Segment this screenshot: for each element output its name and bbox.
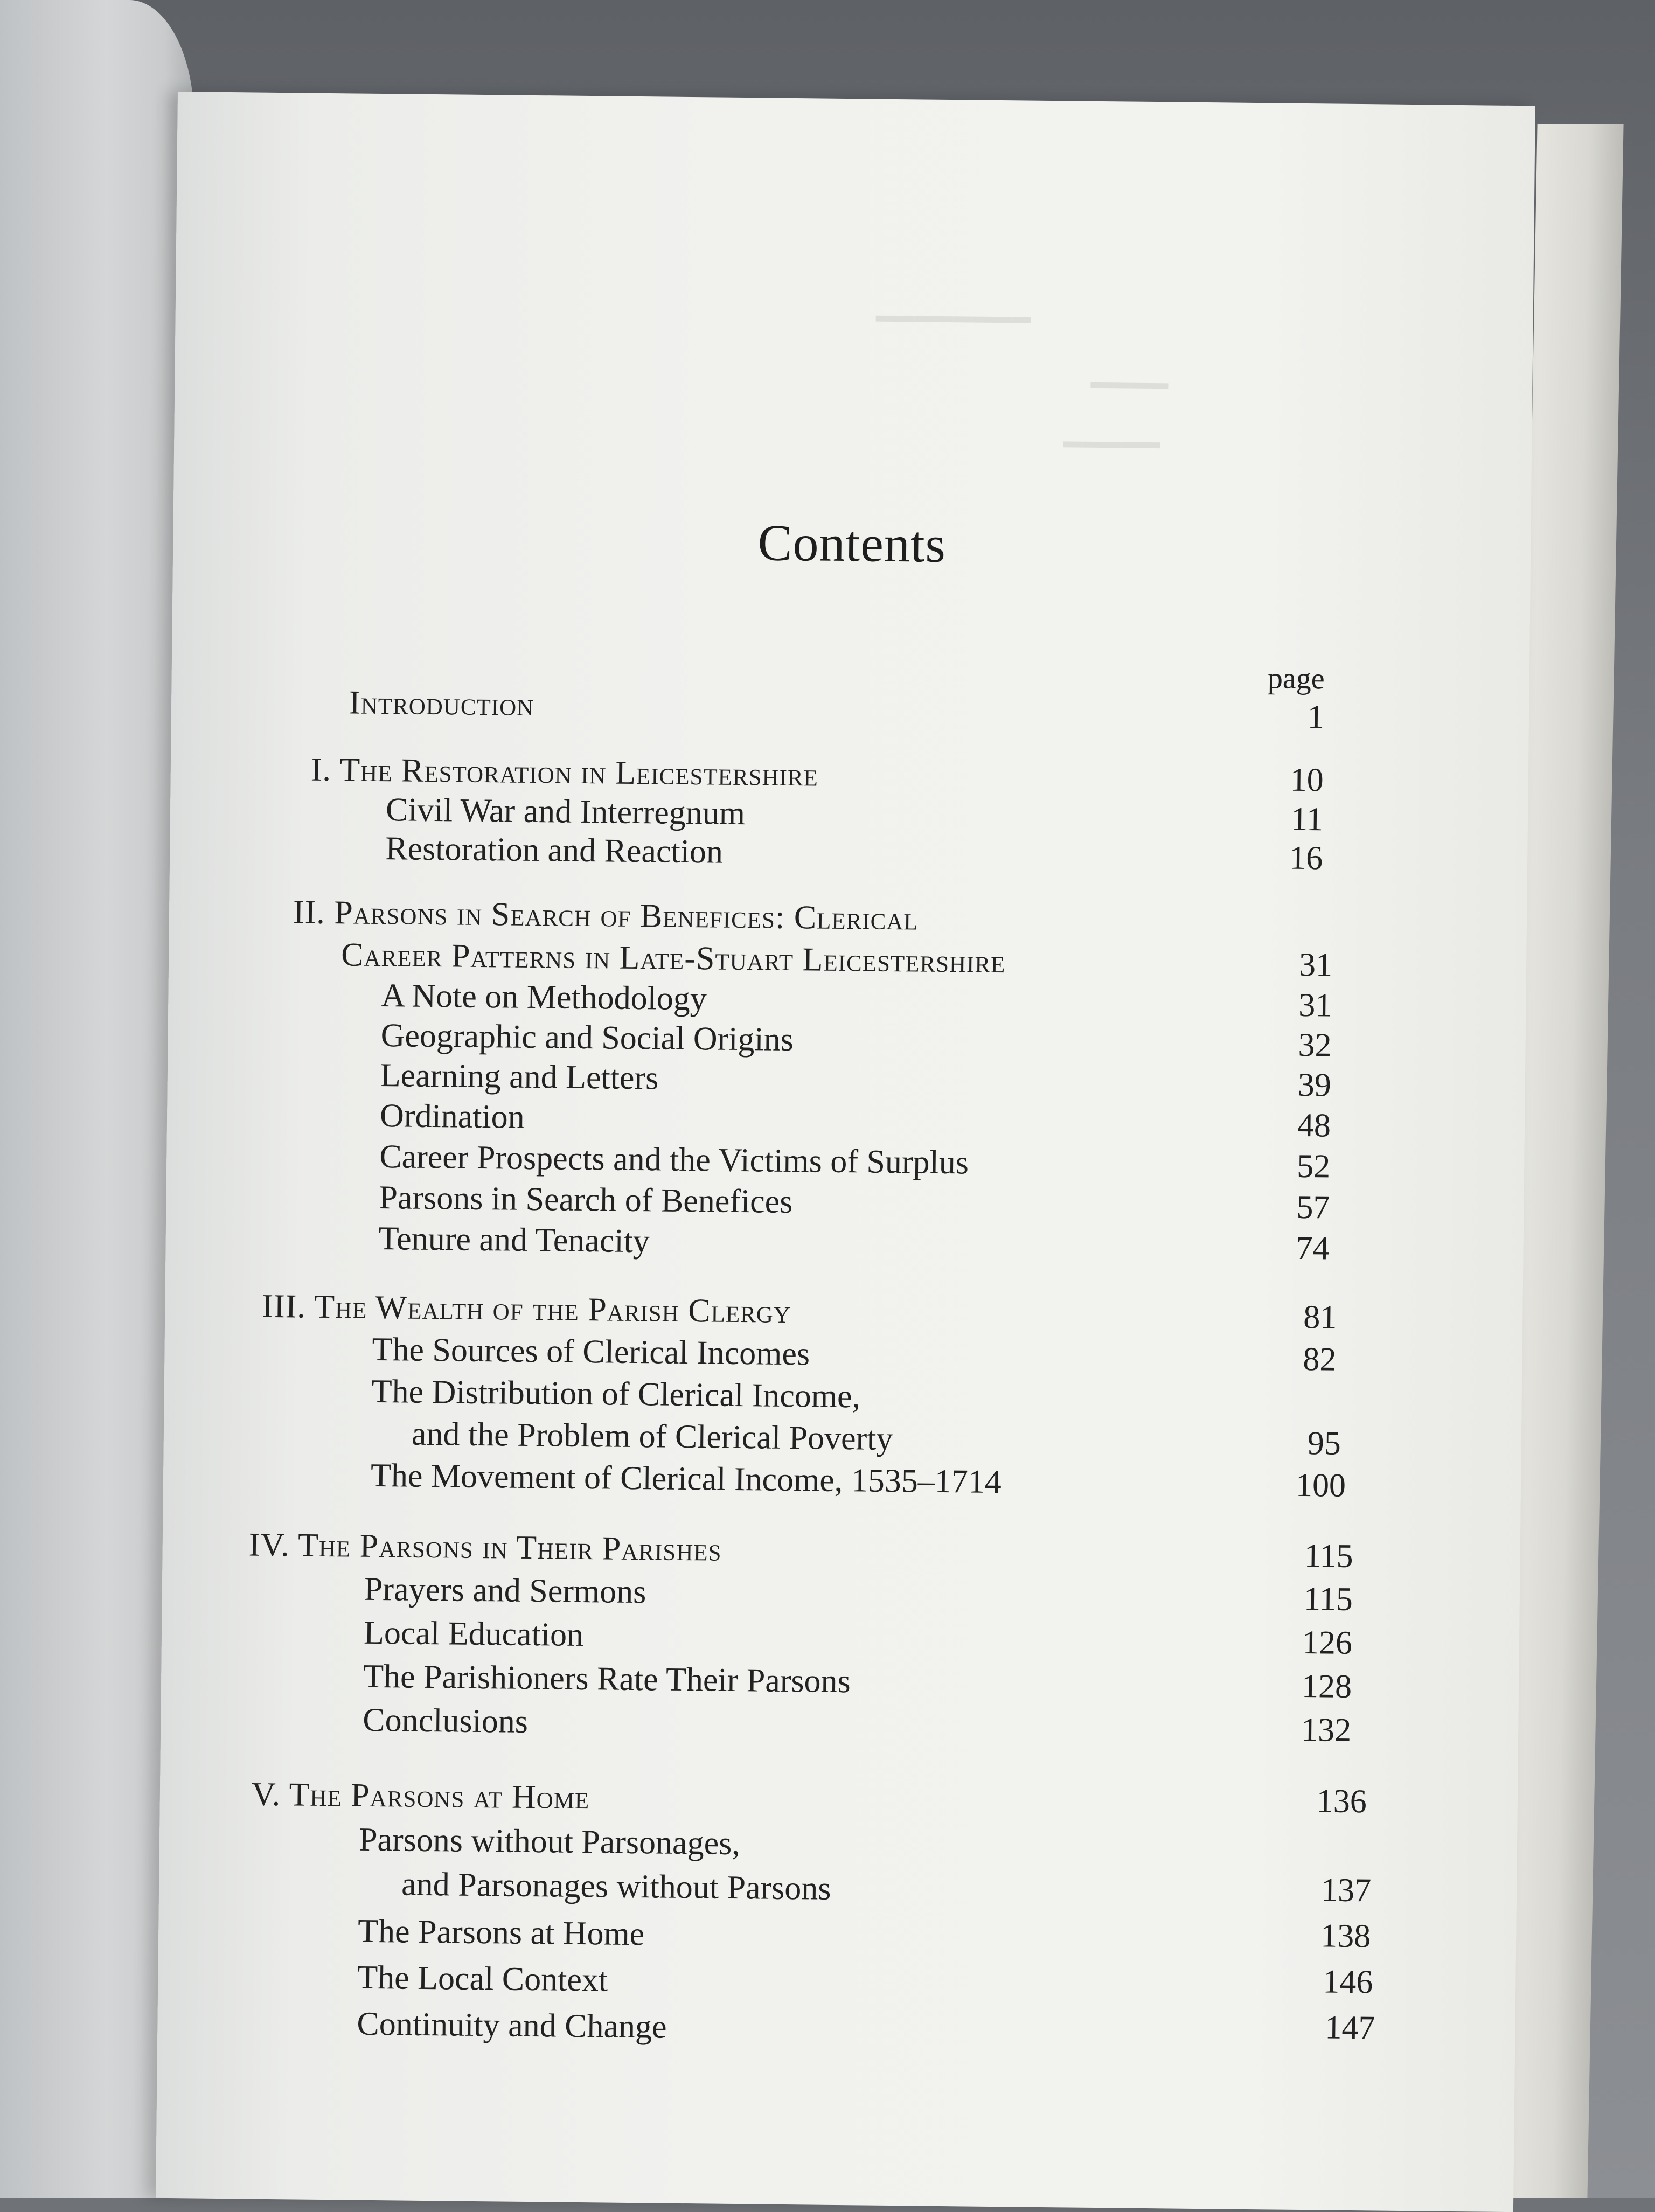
toc-section: The Local Context [357, 1959, 608, 1999]
chapter-numeral: I. [310, 751, 332, 789]
toc-page-number: 39 [1297, 1066, 1332, 1104]
toc-chapter-1 [311, 753, 819, 792]
toc-page-number: 10 [1290, 761, 1324, 799]
toc-section: Restoration and Reaction [385, 830, 724, 871]
chapter-title-continued: Career Patterns in Late-Stuart Leicestershire [340, 936, 1006, 980]
chapter-numeral: III. [262, 1288, 307, 1325]
chapter-numeral: II. [293, 894, 326, 931]
toc-chapter-5 [252, 1778, 590, 1815]
page-column-label: page [1267, 662, 1325, 696]
toc-page-number: 138 [1320, 1917, 1371, 1955]
toc-section: A Note on Methodology [381, 977, 707, 1018]
book-page [156, 92, 1535, 2212]
show-through-text: ▬▬▬▬▬ [1063, 430, 1160, 453]
chapter-title: The Wealth of the Parish Clergy [314, 1288, 791, 1331]
toc-page-number: 57 [1296, 1188, 1330, 1226]
toc-page-number: 11 [1290, 801, 1324, 838]
toc-page-number: 1 [1307, 699, 1325, 736]
toc-chapter-3 [262, 1288, 791, 1331]
toc-section: Learning and Letters [380, 1057, 659, 1097]
toc-page-number: 115 [1304, 1538, 1354, 1575]
toc-section: The Parishioners Rate Their Parsons [363, 1658, 851, 1700]
toc-page-number: 31 [1298, 946, 1333, 984]
toc-page-number: 81 [1303, 1299, 1337, 1336]
toc-page-number: 31 [1298, 986, 1332, 1024]
toc-page-number: 100 [1295, 1466, 1346, 1504]
toc-section: Parsons without Parsonages, [358, 1821, 741, 1862]
chapter-numeral: V. [251, 1776, 281, 1813]
toc-section: Career Prospects and the Victims of Surplus [379, 1138, 969, 1181]
toc-section: Civil War and Interregnum [385, 791, 746, 832]
toc-page-number: 136 [1316, 1783, 1367, 1820]
toc-section: Conclusions [363, 1701, 529, 1740]
toc-section: Geographic and Social Origins [380, 1017, 794, 1059]
toc-page-number: 74 [1296, 1229, 1330, 1267]
toc-chapter-2 [293, 895, 919, 935]
toc-section-continued: and the Problem of Clerical Poverty [411, 1415, 893, 1458]
toc-section: The Sources of Clerical Incomes [372, 1331, 810, 1373]
toc-page-number: 32 [1298, 1026, 1332, 1064]
toc-section: Local Education [363, 1614, 584, 1654]
toc-chapter-4 [248, 1528, 721, 1567]
toc-page-number: 137 [1320, 1872, 1372, 1909]
toc-page-number: 95 [1307, 1425, 1341, 1462]
toc-section: Tenure and Tenacity [378, 1220, 650, 1260]
toc-page-number: 146 [1323, 1963, 1373, 2001]
toc-section: Parsons in Search of Benefices [379, 1179, 793, 1221]
chapter-title: The Parsons in Their Parishes [297, 1527, 722, 1568]
toc-page-number: 147 [1325, 2009, 1375, 2047]
chapter-numeral: IV. [248, 1526, 290, 1564]
toc-section: Continuity and Change [357, 2005, 667, 2046]
chapter-title: The Restoration in Leicestershire [339, 752, 819, 794]
toc-section: Prayers and Sermons [364, 1570, 646, 1611]
toc-section: The Movement of Clerical Income, 1535–1714 [370, 1457, 1002, 1501]
show-through-text: ▬▬▬▬ [1090, 371, 1169, 394]
chapter-title: Parsons in Search of Benefices: Clerical [333, 894, 919, 937]
toc-page-number: 48 [1297, 1107, 1331, 1144]
page-title: Contents [757, 513, 947, 573]
toc-section: The Distribution of Clerical Income, [371, 1373, 861, 1415]
show-through-text: ▬▬▬▬▬▬▬▬ [875, 304, 1031, 328]
toc-section: Ordination [379, 1097, 525, 1136]
toc-introduction: Introduction [349, 684, 534, 723]
table-of-contents [156, 92, 1535, 2212]
toc-page-number: 52 [1296, 1147, 1331, 1185]
toc-page-number: 132 [1301, 1712, 1352, 1749]
chapter-title: The Parsons at Home [289, 1776, 590, 1817]
toc-section: The Parsons at Home [357, 1912, 645, 1953]
toc-page-number: 115 [1303, 1581, 1353, 1618]
toc-page-number: 128 [1301, 1668, 1352, 1705]
toc-section-continued: and Parsonages without Parsons [401, 1866, 831, 1907]
toc-page-number: 82 [1303, 1341, 1337, 1378]
toc-page-number: 16 [1289, 839, 1323, 877]
toc-page-number: 126 [1302, 1624, 1353, 1661]
